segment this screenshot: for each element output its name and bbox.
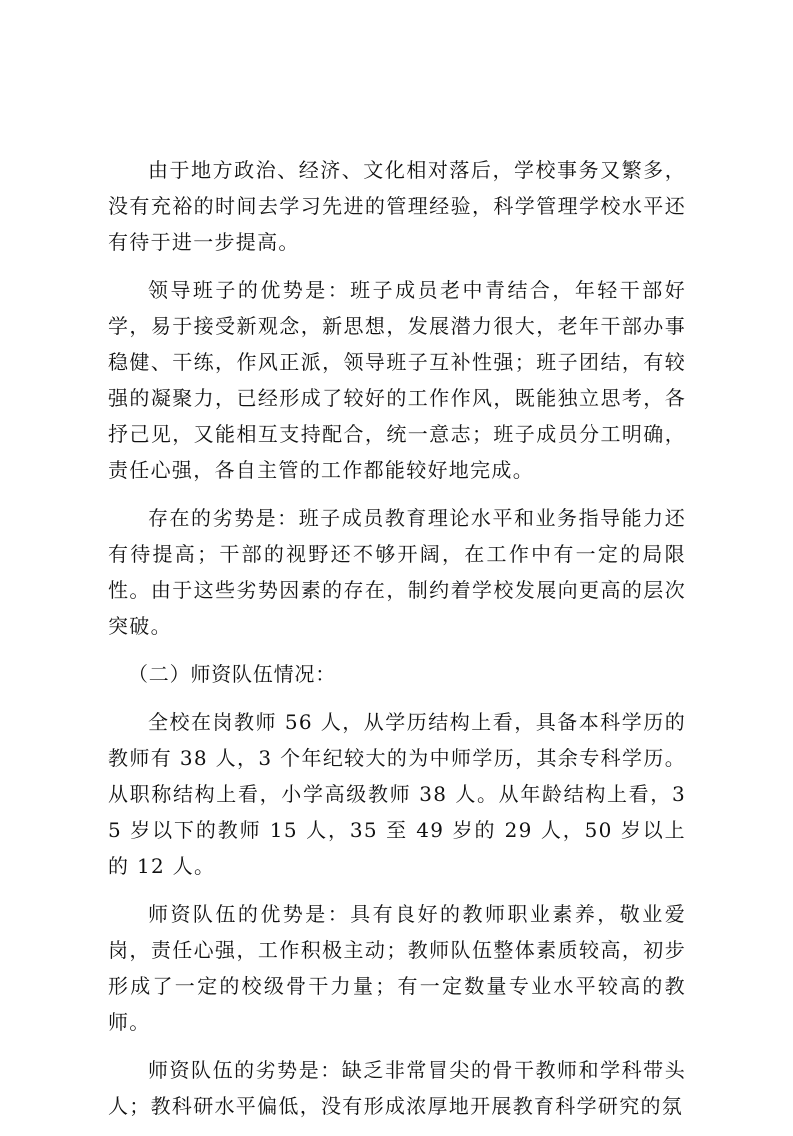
paragraph-teacher-weaknesses: 师资队伍的劣势是：缺乏非常冒尖的骨干教师和学科带头人；教科研水平偏低，没有形成浓厚地开展教育科学研究的氛: [108, 1058, 686, 1118]
paragraph-teacher-strengths: 师资队伍的优势是：具有良好的教师职业素养，敬业爱岗，责任心强，工作积极主动；教师队伍整体素质较高，初步形成了一定的校级骨干力量；有一定数量专业水平较高的教师。: [108, 902, 686, 1034]
document-body: [108, 152, 686, 1136]
paragraph-leadership-strengths: 领导班子的优势是：班子成员老中青结合，年轻干部好学，易于接受新观念，新思想，发展潜力很大，老年干部办事稳健、干练，作风正派，领导班子互补性强；班子团结，有较强的凝聚力，已经形成了较好的工作作风，既能独立思考，各抒己见，又能相互支持配合，统一意志；班子成员分工明确，责任心强，各自主管的工作都能较好地完成。: [108, 278, 686, 482]
paragraph-teacher-statistics: 全校在岗教师 56 人，从学历结构上看，具备本科学历的教师有 38 人，3 个年纪较大的为中师学历，其余专科学历。从职称结构上看，小学高级教师 38 人。从年龄结构上看，35 岁以下的教师 15 人，35 至 49 岁的 29 人，50 岁以上的 12 人。: [108, 710, 686, 878]
paragraph-management-limits: 由于地方政治、经济、文化相对落后，学校事务又繁多，没有充裕的时间去学习先进的管理经验，科学管理学校水平还有待于进一步提高。: [108, 158, 686, 254]
paragraph-leadership-weaknesses: 存在的劣势是：班子成员教育理论水平和业务指导能力还有待提高；干部的视野还不够开阔，在工作中有一定的局限性。由于这些劣势因素的存在，制约着学校发展向更高的层次突破。: [108, 506, 686, 638]
section-heading-teachers: （二）师资队伍情况：: [128, 662, 336, 686]
